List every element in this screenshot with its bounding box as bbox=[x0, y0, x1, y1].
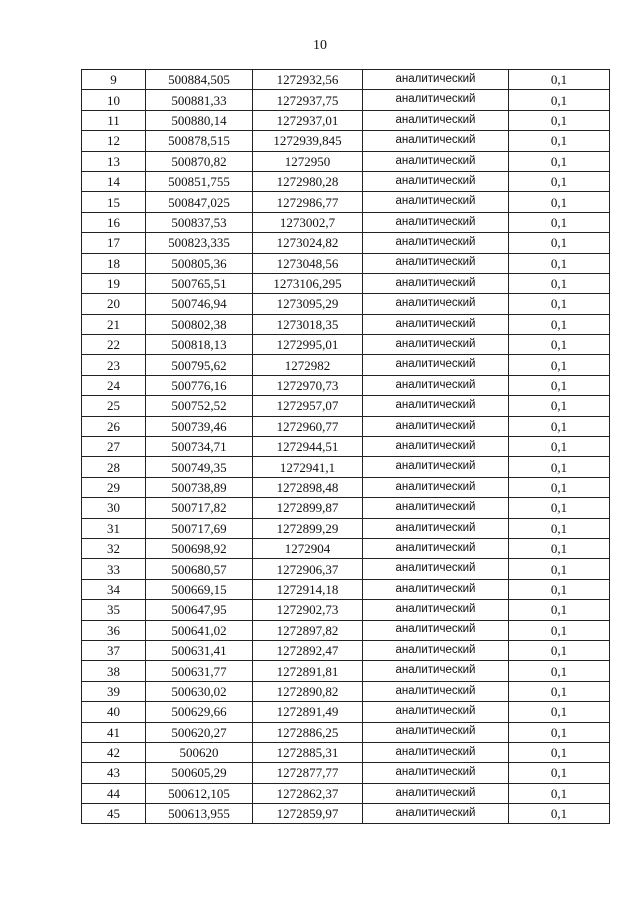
accuracy-cell: 0,1 bbox=[509, 600, 610, 620]
accuracy-cell: 0,1 bbox=[509, 681, 610, 701]
x-coordinate-cell: 500613,955 bbox=[146, 804, 253, 824]
x-coordinate-cell: 500823,335 bbox=[146, 233, 253, 253]
y-coordinate-cell: 1272982 bbox=[253, 355, 363, 375]
y-coordinate-cell: 1272890,82 bbox=[253, 681, 363, 701]
method-cell: аналитический bbox=[363, 416, 509, 436]
y-coordinate-cell: 1272944,51 bbox=[253, 437, 363, 457]
table-row bbox=[82, 253, 610, 273]
accuracy-cell: 0,1 bbox=[509, 70, 610, 90]
table-row bbox=[82, 518, 610, 538]
accuracy-cell: 0,1 bbox=[509, 722, 610, 742]
table-row bbox=[82, 151, 610, 171]
y-coordinate-cell: 1272960,77 bbox=[253, 416, 363, 436]
y-coordinate-cell: 1272898,48 bbox=[253, 477, 363, 497]
method-cell: аналитический bbox=[363, 640, 509, 660]
accuracy-cell: 0,1 bbox=[509, 763, 610, 783]
table-row bbox=[82, 538, 610, 558]
y-coordinate-cell: 1272892,47 bbox=[253, 640, 363, 660]
table-row bbox=[82, 437, 610, 457]
accuracy-cell: 0,1 bbox=[509, 457, 610, 477]
method-cell: аналитический bbox=[363, 335, 509, 355]
x-coordinate-cell: 500629,66 bbox=[146, 702, 253, 722]
method-cell: аналитический bbox=[363, 212, 509, 232]
y-coordinate-cell: 1272980,28 bbox=[253, 171, 363, 191]
point-number-cell: 42 bbox=[82, 742, 146, 762]
table-row bbox=[82, 457, 610, 477]
method-cell: аналитический bbox=[363, 498, 509, 518]
table-row bbox=[82, 640, 610, 660]
table-row bbox=[82, 171, 610, 191]
y-coordinate-cell: 1272914,18 bbox=[253, 579, 363, 599]
table-row bbox=[82, 783, 610, 803]
accuracy-cell: 0,1 bbox=[509, 253, 610, 273]
point-number-cell: 22 bbox=[82, 335, 146, 355]
x-coordinate-cell: 500805,36 bbox=[146, 253, 253, 273]
point-number-cell: 14 bbox=[82, 171, 146, 191]
accuracy-cell: 0,1 bbox=[509, 294, 610, 314]
x-coordinate-cell: 500717,82 bbox=[146, 498, 253, 518]
x-coordinate-cell: 500776,16 bbox=[146, 375, 253, 395]
method-cell: аналитический bbox=[363, 681, 509, 701]
table-row bbox=[82, 335, 610, 355]
accuracy-cell: 0,1 bbox=[509, 192, 610, 212]
point-number-cell: 40 bbox=[82, 702, 146, 722]
accuracy-cell: 0,1 bbox=[509, 314, 610, 334]
y-coordinate-cell: 1272902,73 bbox=[253, 600, 363, 620]
x-coordinate-cell: 500630,02 bbox=[146, 681, 253, 701]
point-number-cell: 39 bbox=[82, 681, 146, 701]
point-number-cell: 9 bbox=[82, 70, 146, 90]
point-number-cell: 38 bbox=[82, 661, 146, 681]
point-number-cell: 24 bbox=[82, 375, 146, 395]
x-coordinate-cell: 500851,755 bbox=[146, 171, 253, 191]
y-coordinate-cell: 1272970,73 bbox=[253, 375, 363, 395]
x-coordinate-cell: 500734,71 bbox=[146, 437, 253, 457]
x-coordinate-cell: 500880,14 bbox=[146, 110, 253, 130]
accuracy-cell: 0,1 bbox=[509, 171, 610, 191]
accuracy-cell: 0,1 bbox=[509, 110, 610, 130]
point-number-cell: 20 bbox=[82, 294, 146, 314]
x-coordinate-cell: 500878,515 bbox=[146, 131, 253, 151]
y-coordinate-cell: 1272899,87 bbox=[253, 498, 363, 518]
point-number-cell: 32 bbox=[82, 538, 146, 558]
table-row bbox=[82, 375, 610, 395]
point-number-cell: 43 bbox=[82, 763, 146, 783]
accuracy-cell: 0,1 bbox=[509, 620, 610, 640]
x-coordinate-cell: 500837,53 bbox=[146, 212, 253, 232]
point-number-cell: 33 bbox=[82, 559, 146, 579]
point-number-cell: 41 bbox=[82, 722, 146, 742]
method-cell: аналитический bbox=[363, 783, 509, 803]
method-cell: аналитический bbox=[363, 396, 509, 416]
method-cell: аналитический bbox=[363, 742, 509, 762]
accuracy-cell: 0,1 bbox=[509, 518, 610, 538]
y-coordinate-cell: 1272897,82 bbox=[253, 620, 363, 640]
accuracy-cell: 0,1 bbox=[509, 783, 610, 803]
y-coordinate-cell: 1272957,07 bbox=[253, 396, 363, 416]
table-row bbox=[82, 233, 610, 253]
y-coordinate-cell: 1273106,295 bbox=[253, 273, 363, 293]
page-number: 10 bbox=[313, 38, 327, 53]
accuracy-cell: 0,1 bbox=[509, 273, 610, 293]
x-coordinate-cell: 500641,02 bbox=[146, 620, 253, 640]
x-coordinate-cell: 500612,105 bbox=[146, 783, 253, 803]
method-cell: аналитический bbox=[363, 294, 509, 314]
table-row bbox=[82, 212, 610, 232]
table-row bbox=[82, 804, 610, 824]
method-cell: аналитический bbox=[363, 702, 509, 722]
table-row bbox=[82, 477, 610, 497]
y-coordinate-cell: 1273002,7 bbox=[253, 212, 363, 232]
table-row bbox=[82, 498, 610, 518]
accuracy-cell: 0,1 bbox=[509, 355, 610, 375]
x-coordinate-cell: 500765,51 bbox=[146, 273, 253, 293]
table-row bbox=[82, 579, 610, 599]
point-number-cell: 37 bbox=[82, 640, 146, 660]
x-coordinate-cell: 500739,46 bbox=[146, 416, 253, 436]
table-row bbox=[82, 90, 610, 110]
method-cell: аналитический bbox=[363, 375, 509, 395]
y-coordinate-cell: 1272941,1 bbox=[253, 457, 363, 477]
point-number-cell: 25 bbox=[82, 396, 146, 416]
table-row bbox=[82, 620, 610, 640]
method-cell: аналитический bbox=[363, 661, 509, 681]
accuracy-cell: 0,1 bbox=[509, 661, 610, 681]
method-cell: аналитический bbox=[363, 477, 509, 497]
x-coordinate-cell: 500620,27 bbox=[146, 722, 253, 742]
method-cell: аналитический bbox=[363, 70, 509, 90]
accuracy-cell: 0,1 bbox=[509, 416, 610, 436]
method-cell: аналитический bbox=[363, 110, 509, 130]
x-coordinate-cell: 500795,62 bbox=[146, 355, 253, 375]
accuracy-cell: 0,1 bbox=[509, 579, 610, 599]
accuracy-cell: 0,1 bbox=[509, 90, 610, 110]
method-cell: аналитический bbox=[363, 437, 509, 457]
x-coordinate-cell: 500631,77 bbox=[146, 661, 253, 681]
accuracy-cell: 0,1 bbox=[509, 477, 610, 497]
point-number-cell: 19 bbox=[82, 273, 146, 293]
method-cell: аналитический bbox=[363, 559, 509, 579]
x-coordinate-cell: 500680,57 bbox=[146, 559, 253, 579]
table-row bbox=[82, 416, 610, 436]
y-coordinate-cell: 1272937,01 bbox=[253, 110, 363, 130]
method-cell: аналитический bbox=[363, 457, 509, 477]
y-coordinate-cell: 1272859,97 bbox=[253, 804, 363, 824]
method-cell: аналитический bbox=[363, 620, 509, 640]
point-number-cell: 17 bbox=[82, 233, 146, 253]
method-cell: аналитический bbox=[363, 273, 509, 293]
y-coordinate-cell: 1272877,77 bbox=[253, 763, 363, 783]
method-cell: аналитический bbox=[363, 804, 509, 824]
accuracy-cell: 0,1 bbox=[509, 233, 610, 253]
point-number-cell: 15 bbox=[82, 192, 146, 212]
coordinates-table-body bbox=[82, 70, 610, 824]
y-coordinate-cell: 1273018,35 bbox=[253, 314, 363, 334]
accuracy-cell: 0,1 bbox=[509, 396, 610, 416]
table-row bbox=[82, 110, 610, 130]
y-coordinate-cell: 1272932,56 bbox=[253, 70, 363, 90]
x-coordinate-cell: 500717,69 bbox=[146, 518, 253, 538]
y-coordinate-cell: 1272995,01 bbox=[253, 335, 363, 355]
accuracy-cell: 0,1 bbox=[509, 804, 610, 824]
method-cell: аналитический bbox=[363, 763, 509, 783]
y-coordinate-cell: 1273024,82 bbox=[253, 233, 363, 253]
method-cell: аналитический bbox=[363, 90, 509, 110]
x-coordinate-cell: 500698,92 bbox=[146, 538, 253, 558]
table-row bbox=[82, 396, 610, 416]
x-coordinate-cell: 500870,82 bbox=[146, 151, 253, 171]
point-number-cell: 26 bbox=[82, 416, 146, 436]
x-coordinate-cell: 500605,29 bbox=[146, 763, 253, 783]
point-number-cell: 36 bbox=[82, 620, 146, 640]
method-cell: аналитический bbox=[363, 131, 509, 151]
point-number-cell: 45 bbox=[82, 804, 146, 824]
accuracy-cell: 0,1 bbox=[509, 640, 610, 660]
x-coordinate-cell: 500818,13 bbox=[146, 335, 253, 355]
accuracy-cell: 0,1 bbox=[509, 498, 610, 518]
y-coordinate-cell: 1272862,37 bbox=[253, 783, 363, 803]
table-row bbox=[82, 559, 610, 579]
point-number-cell: 21 bbox=[82, 314, 146, 334]
y-coordinate-cell: 1272950 bbox=[253, 151, 363, 171]
table-row bbox=[82, 742, 610, 762]
method-cell: аналитический bbox=[363, 538, 509, 558]
y-coordinate-cell: 1272891,49 bbox=[253, 702, 363, 722]
table-row bbox=[82, 192, 610, 212]
point-number-cell: 23 bbox=[82, 355, 146, 375]
table-row bbox=[82, 600, 610, 620]
x-coordinate-cell: 500752,52 bbox=[146, 396, 253, 416]
accuracy-cell: 0,1 bbox=[509, 742, 610, 762]
point-number-cell: 16 bbox=[82, 212, 146, 232]
point-number-cell: 34 bbox=[82, 579, 146, 599]
x-coordinate-cell: 500802,38 bbox=[146, 314, 253, 334]
point-number-cell: 30 bbox=[82, 498, 146, 518]
method-cell: аналитический bbox=[363, 192, 509, 212]
method-cell: аналитический bbox=[363, 722, 509, 742]
point-number-cell: 35 bbox=[82, 600, 146, 620]
point-number-cell: 28 bbox=[82, 457, 146, 477]
point-number-cell: 29 bbox=[82, 477, 146, 497]
x-coordinate-cell: 500746,94 bbox=[146, 294, 253, 314]
y-coordinate-cell: 1272904 bbox=[253, 538, 363, 558]
y-coordinate-cell: 1272891,81 bbox=[253, 661, 363, 681]
x-coordinate-cell: 500738,89 bbox=[146, 477, 253, 497]
accuracy-cell: 0,1 bbox=[509, 131, 610, 151]
x-coordinate-cell: 500881,33 bbox=[146, 90, 253, 110]
method-cell: аналитический bbox=[363, 579, 509, 599]
table-row bbox=[82, 314, 610, 334]
point-number-cell: 12 bbox=[82, 131, 146, 151]
method-cell: аналитический bbox=[363, 233, 509, 253]
x-coordinate-cell: 500647,95 bbox=[146, 600, 253, 620]
table-row bbox=[82, 661, 610, 681]
x-coordinate-cell: 500847,025 bbox=[146, 192, 253, 212]
accuracy-cell: 0,1 bbox=[509, 375, 610, 395]
point-number-cell: 31 bbox=[82, 518, 146, 538]
x-coordinate-cell: 500669,15 bbox=[146, 579, 253, 599]
accuracy-cell: 0,1 bbox=[509, 702, 610, 722]
point-number-cell: 18 bbox=[82, 253, 146, 273]
y-coordinate-cell: 1273095,29 bbox=[253, 294, 363, 314]
table-row bbox=[82, 722, 610, 742]
method-cell: аналитический bbox=[363, 518, 509, 538]
accuracy-cell: 0,1 bbox=[509, 212, 610, 232]
table-row bbox=[82, 355, 610, 375]
method-cell: аналитический bbox=[363, 253, 509, 273]
x-coordinate-cell: 500631,41 bbox=[146, 640, 253, 660]
y-coordinate-cell: 1272885,31 bbox=[253, 742, 363, 762]
y-coordinate-cell: 1272937,75 bbox=[253, 90, 363, 110]
table-row bbox=[82, 294, 610, 314]
table-row bbox=[82, 681, 610, 701]
coordinates-table bbox=[81, 69, 610, 824]
table-row bbox=[82, 273, 610, 293]
y-coordinate-cell: 1272986,77 bbox=[253, 192, 363, 212]
method-cell: аналитический bbox=[363, 151, 509, 171]
accuracy-cell: 0,1 bbox=[509, 335, 610, 355]
method-cell: аналитический bbox=[363, 171, 509, 191]
y-coordinate-cell: 1272906,37 bbox=[253, 559, 363, 579]
x-coordinate-cell: 500884,505 bbox=[146, 70, 253, 90]
x-coordinate-cell: 500749,35 bbox=[146, 457, 253, 477]
method-cell: аналитический bbox=[363, 600, 509, 620]
accuracy-cell: 0,1 bbox=[509, 538, 610, 558]
point-number-cell: 27 bbox=[82, 437, 146, 457]
x-coordinate-cell: 500620 bbox=[146, 742, 253, 762]
accuracy-cell: 0,1 bbox=[509, 559, 610, 579]
method-cell: аналитический bbox=[363, 314, 509, 334]
y-coordinate-cell: 1273048,56 bbox=[253, 253, 363, 273]
point-number-cell: 11 bbox=[82, 110, 146, 130]
point-number-cell: 13 bbox=[82, 151, 146, 171]
y-coordinate-cell: 1272886,25 bbox=[253, 722, 363, 742]
table-row bbox=[82, 131, 610, 151]
method-cell: аналитический bbox=[363, 355, 509, 375]
table-row bbox=[82, 702, 610, 722]
point-number-cell: 10 bbox=[82, 90, 146, 110]
y-coordinate-cell: 1272899,29 bbox=[253, 518, 363, 538]
table-row bbox=[82, 70, 610, 90]
accuracy-cell: 0,1 bbox=[509, 437, 610, 457]
accuracy-cell: 0,1 bbox=[509, 151, 610, 171]
point-number-cell: 44 bbox=[82, 783, 146, 803]
table-row bbox=[82, 763, 610, 783]
y-coordinate-cell: 1272939,845 bbox=[253, 131, 363, 151]
